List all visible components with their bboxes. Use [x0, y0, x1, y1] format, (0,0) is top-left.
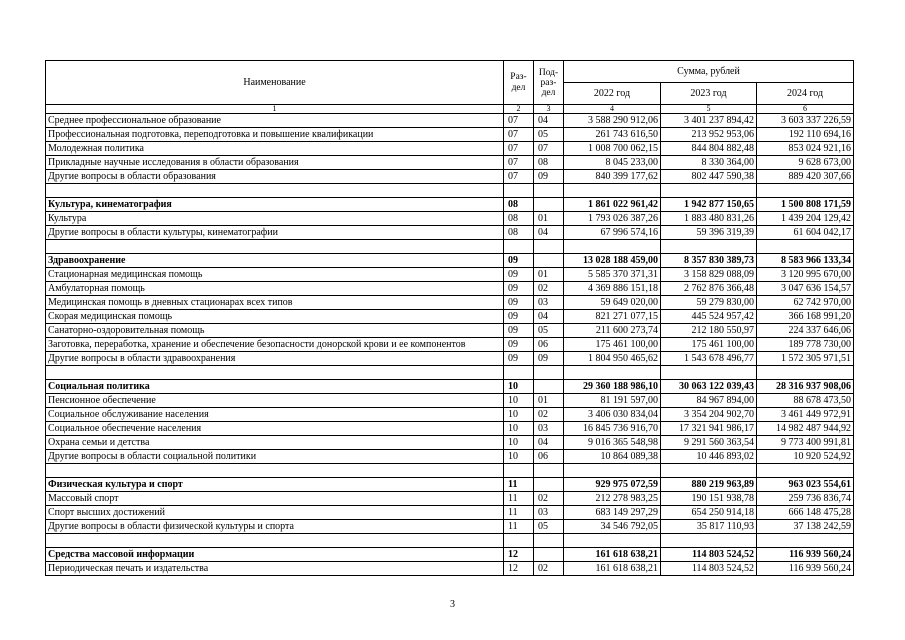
row-value-2023: 59 396 319,39 [661, 226, 757, 240]
row-value-2023: 17 321 941 986,17 [661, 422, 757, 436]
row-razdel: 07 [504, 128, 534, 142]
row-value-2023: 212 180 550,97 [661, 324, 757, 338]
row-value-2024: 37 138 242,59 [757, 520, 854, 534]
row-name: Другие вопросы в области здравоохранения [46, 352, 504, 366]
row-podrazdel: 05 [534, 324, 564, 338]
row-podrazdel: 03 [534, 422, 564, 436]
row-name: Другие вопросы в области культуры, кинематографии [46, 226, 504, 240]
row-value-2024: 963 023 554,61 [757, 478, 854, 492]
row-podrazdel: 04 [534, 114, 564, 128]
row-razdel: 10 [504, 394, 534, 408]
table-row [46, 310, 854, 324]
row-value-2024: 192 110 694,16 [757, 128, 854, 142]
row-value-2023: 3 158 829 088,09 [661, 268, 757, 282]
row-value-2024: 8 583 966 133,34 [757, 254, 854, 268]
row-value-2023: 9 291 560 363,54 [661, 436, 757, 450]
row-razdel: 09 [504, 296, 534, 310]
row-value-2024: 62 742 970,00 [757, 296, 854, 310]
row-podrazdel: 02 [534, 492, 564, 506]
row-value-2023: 84 967 894,00 [661, 394, 757, 408]
row-razdel: 08 [504, 212, 534, 226]
row-value-2022: 1 008 700 062,15 [564, 142, 661, 156]
row-razdel: 10 [504, 422, 534, 436]
table-row [46, 394, 854, 408]
row-podrazdel [534, 254, 564, 268]
empty-cell [564, 366, 661, 380]
row-value-2024: 10 920 524,92 [757, 450, 854, 464]
row-razdel: 07 [504, 142, 534, 156]
row-name: Физическая культура и спорт [46, 478, 504, 492]
header-year-2024: 2024 год [757, 83, 854, 105]
row-podrazdel: 01 [534, 394, 564, 408]
row-podrazdel: 06 [534, 338, 564, 352]
column-index: 3 [534, 105, 564, 114]
row-value-2024: 3 120 995 670,00 [757, 268, 854, 282]
column-index-row [46, 105, 854, 114]
row-name: Социальная политика [46, 380, 504, 394]
row-value-2023: 8 330 364,00 [661, 156, 757, 170]
empty-cell [564, 240, 661, 254]
row-value-2024: 28 316 937 908,06 [757, 380, 854, 394]
row-value-2022: 3 406 030 834,04 [564, 408, 661, 422]
row-podrazdel: 03 [534, 506, 564, 520]
table-row [46, 114, 854, 128]
column-index: 6 [757, 105, 854, 114]
blank-row [46, 464, 854, 478]
empty-cell [661, 366, 757, 380]
row-podrazdel: 02 [534, 562, 564, 576]
row-name: Прикладные научные исследования в области образования [46, 156, 504, 170]
row-razdel: 10 [504, 380, 534, 394]
row-value-2022: 29 360 188 986,10 [564, 380, 661, 394]
row-value-2024: 1 572 305 971,51 [757, 352, 854, 366]
blank-row [46, 534, 854, 548]
row-razdel: 11 [504, 478, 534, 492]
row-name: Периодическая печать и издательства [46, 562, 504, 576]
row-razdel: 10 [504, 436, 534, 450]
header-year-2023: 2023 год [661, 83, 757, 105]
table-row [46, 506, 854, 520]
row-podrazdel: 09 [534, 352, 564, 366]
row-value-2022: 175 461 100,00 [564, 338, 661, 352]
blank-row [46, 184, 854, 198]
empty-cell [46, 184, 504, 198]
row-value-2024: 3 461 449 972,91 [757, 408, 854, 422]
section-total-row [46, 548, 854, 562]
row-value-2023: 1 942 877 150,65 [661, 198, 757, 212]
row-name: Социальное обслуживание населения [46, 408, 504, 422]
table-row [46, 520, 854, 534]
empty-cell [661, 464, 757, 478]
table-row [46, 324, 854, 338]
section-total-row [46, 198, 854, 212]
table-row [46, 422, 854, 436]
empty-cell [757, 366, 854, 380]
row-value-2022: 1 804 950 465,62 [564, 352, 661, 366]
row-name: Санаторно-оздоровительная помощь [46, 324, 504, 338]
row-value-2022: 10 864 089,38 [564, 450, 661, 464]
row-podrazdel: 09 [534, 170, 564, 184]
row-razdel: 07 [504, 170, 534, 184]
row-value-2022: 81 191 597,00 [564, 394, 661, 408]
row-value-2022: 211 600 273,74 [564, 324, 661, 338]
row-value-2022: 5 585 370 371,31 [564, 268, 661, 282]
table-row [46, 282, 854, 296]
row-value-2022: 929 975 072,59 [564, 478, 661, 492]
row-name: Культура, кинематография [46, 198, 504, 212]
row-podrazdel: 01 [534, 212, 564, 226]
row-razdel: 08 [504, 226, 534, 240]
empty-cell [661, 184, 757, 198]
row-value-2022: 261 743 616,50 [564, 128, 661, 142]
column-index: 4 [564, 105, 661, 114]
blank-row [46, 366, 854, 380]
section-total-row [46, 254, 854, 268]
row-value-2024: 666 148 475,28 [757, 506, 854, 520]
table-row [46, 562, 854, 576]
row-podrazdel [534, 198, 564, 212]
empty-cell [534, 366, 564, 380]
row-value-2022: 683 149 297,29 [564, 506, 661, 520]
row-value-2022: 16 845 736 916,70 [564, 422, 661, 436]
row-value-2023: 445 524 957,42 [661, 310, 757, 324]
header-podrazdel: Под- раз- дел [534, 61, 564, 105]
page-number: 3 [450, 599, 455, 610]
row-value-2023: 59 279 830,00 [661, 296, 757, 310]
empty-cell [46, 366, 504, 380]
row-podrazdel [534, 380, 564, 394]
empty-cell [661, 534, 757, 548]
row-value-2024: 1 500 808 171,59 [757, 198, 854, 212]
row-razdel: 09 [504, 282, 534, 296]
row-name: Заготовка, переработка, хранение и обеспечение безопасности донорской крови и ее компонентов [46, 338, 504, 352]
row-value-2023: 114 803 524,52 [661, 562, 757, 576]
empty-cell [757, 240, 854, 254]
row-value-2023: 880 219 963,89 [661, 478, 757, 492]
budget-table [45, 60, 854, 576]
row-razdel: 09 [504, 324, 534, 338]
row-value-2024: 853 024 921,16 [757, 142, 854, 156]
row-razdel: 09 [504, 310, 534, 324]
row-value-2024: 61 604 042,17 [757, 226, 854, 240]
row-name: Амбулаторная помощь [46, 282, 504, 296]
row-value-2023: 35 817 110,93 [661, 520, 757, 534]
empty-cell [564, 534, 661, 548]
table-row [46, 352, 854, 366]
row-name: Пенсионное обеспечение [46, 394, 504, 408]
row-podrazdel: 08 [534, 156, 564, 170]
empty-cell [504, 366, 534, 380]
row-name: Медицинская помощь в дневных стационарах всех типов [46, 296, 504, 310]
empty-cell [757, 464, 854, 478]
row-podrazdel: 05 [534, 520, 564, 534]
row-value-2022: 59 649 020,00 [564, 296, 661, 310]
header-name: Наименование [46, 61, 504, 105]
row-razdel: 07 [504, 114, 534, 128]
column-index: 5 [661, 105, 757, 114]
row-value-2023: 190 151 938,78 [661, 492, 757, 506]
empty-cell [757, 184, 854, 198]
row-name: Здравоохранение [46, 254, 504, 268]
row-razdel: 08 [504, 198, 534, 212]
row-value-2022: 1 793 026 387,26 [564, 212, 661, 226]
row-value-2023: 175 461 100,00 [661, 338, 757, 352]
row-value-2022: 8 045 233,00 [564, 156, 661, 170]
row-razdel: 12 [504, 562, 534, 576]
row-value-2024: 3 603 337 226,59 [757, 114, 854, 128]
empty-cell [504, 464, 534, 478]
header-summa: Сумма, рублей [564, 61, 854, 83]
row-value-2023: 2 762 876 366,48 [661, 282, 757, 296]
row-podrazdel: 01 [534, 268, 564, 282]
column-index: 1 [46, 105, 504, 114]
row-value-2023: 213 952 953,06 [661, 128, 757, 142]
row-value-2023: 30 063 122 039,43 [661, 380, 757, 394]
row-name: Молодежная политика [46, 142, 504, 156]
row-value-2023: 844 804 882,48 [661, 142, 757, 156]
row-value-2022: 3 588 290 912,06 [564, 114, 661, 128]
table-row [46, 128, 854, 142]
row-value-2024: 116 939 560,24 [757, 548, 854, 562]
row-value-2022: 212 278 983,25 [564, 492, 661, 506]
row-value-2022: 4 369 886 151,18 [564, 282, 661, 296]
row-razdel: 07 [504, 156, 534, 170]
header-razdel: Раз- дел [504, 61, 534, 105]
row-name: Другие вопросы в области социальной политики [46, 450, 504, 464]
row-value-2023: 10 446 893,02 [661, 450, 757, 464]
table-row [46, 226, 854, 240]
empty-cell [534, 534, 564, 548]
table-body [46, 114, 854, 576]
empty-cell [564, 464, 661, 478]
row-value-2022: 34 546 792,05 [564, 520, 661, 534]
row-value-2023: 1 883 480 831,26 [661, 212, 757, 226]
row-name: Профессиональная подготовка, переподготовка и повышение квалификации [46, 128, 504, 142]
row-razdel: 11 [504, 520, 534, 534]
row-name: Скорая медицинская помощь [46, 310, 504, 324]
table-row [46, 450, 854, 464]
row-value-2022: 821 271 077,15 [564, 310, 661, 324]
empty-cell [504, 184, 534, 198]
table-row [46, 408, 854, 422]
row-value-2024: 3 047 636 154,57 [757, 282, 854, 296]
table-row [46, 296, 854, 310]
row-value-2022: 161 618 638,21 [564, 562, 661, 576]
row-razdel: 09 [504, 352, 534, 366]
empty-cell [534, 184, 564, 198]
empty-cell [46, 240, 504, 254]
table-row [46, 338, 854, 352]
row-name: Массовый спорт [46, 492, 504, 506]
row-podrazdel: 02 [534, 282, 564, 296]
empty-cell [661, 240, 757, 254]
blank-row [46, 240, 854, 254]
table-row [46, 436, 854, 450]
row-razdel: 10 [504, 408, 534, 422]
row-value-2024: 224 337 646,06 [757, 324, 854, 338]
row-razdel: 09 [504, 338, 534, 352]
row-value-2024: 889 420 307,66 [757, 170, 854, 184]
row-value-2024: 14 982 487 944,92 [757, 422, 854, 436]
row-podrazdel: 05 [534, 128, 564, 142]
empty-cell [46, 534, 504, 548]
row-value-2022: 67 996 574,16 [564, 226, 661, 240]
table-row [46, 268, 854, 282]
row-name: Культура [46, 212, 504, 226]
row-value-2024: 1 439 204 129,42 [757, 212, 854, 226]
row-value-2022: 840 399 177,62 [564, 170, 661, 184]
row-value-2022: 13 028 188 459,00 [564, 254, 661, 268]
row-podrazdel: 07 [534, 142, 564, 156]
table-row [46, 156, 854, 170]
row-name: Стационарная медицинская помощь [46, 268, 504, 282]
row-value-2023: 8 357 830 389,73 [661, 254, 757, 268]
row-razdel: 11 [504, 506, 534, 520]
row-razdel: 10 [504, 450, 534, 464]
row-value-2024: 366 168 991,20 [757, 310, 854, 324]
empty-cell [534, 464, 564, 478]
row-podrazdel [534, 478, 564, 492]
row-value-2023: 802 447 590,38 [661, 170, 757, 184]
row-value-2022: 1 861 022 961,42 [564, 198, 661, 212]
row-name: Другие вопросы в области образования [46, 170, 504, 184]
row-value-2024: 88 678 473,50 [757, 394, 854, 408]
row-value-2024: 116 939 560,24 [757, 562, 854, 576]
table-row [46, 492, 854, 506]
row-value-2023: 3 354 204 902,70 [661, 408, 757, 422]
row-value-2023: 1 543 678 496,77 [661, 352, 757, 366]
empty-cell [504, 240, 534, 254]
row-value-2023: 3 401 237 894,42 [661, 114, 757, 128]
row-razdel: 12 [504, 548, 534, 562]
row-name: Социальное обеспечение населения [46, 422, 504, 436]
row-podrazdel: 03 [534, 296, 564, 310]
row-podrazdel: 04 [534, 310, 564, 324]
table-row [46, 212, 854, 226]
section-total-row [46, 380, 854, 394]
row-name: Охрана семьи и детства [46, 436, 504, 450]
empty-cell [564, 184, 661, 198]
row-podrazdel [534, 548, 564, 562]
row-value-2024: 189 778 730,00 [757, 338, 854, 352]
row-podrazdel: 06 [534, 450, 564, 464]
row-razdel: 09 [504, 254, 534, 268]
row-name: Среднее профессиональное образование [46, 114, 504, 128]
empty-cell [534, 240, 564, 254]
row-podrazdel: 04 [534, 226, 564, 240]
row-razdel: 11 [504, 492, 534, 506]
row-razdel: 09 [504, 268, 534, 282]
column-index: 2 [504, 105, 534, 114]
row-value-2024: 259 736 836,74 [757, 492, 854, 506]
header-year-2022: 2022 год [564, 83, 661, 105]
row-value-2022: 161 618 638,21 [564, 548, 661, 562]
empty-cell [46, 464, 504, 478]
row-name: Средства массовой информации [46, 548, 504, 562]
empty-cell [504, 534, 534, 548]
table-row [46, 170, 854, 184]
row-podrazdel: 04 [534, 436, 564, 450]
row-value-2023: 654 250 914,18 [661, 506, 757, 520]
table-row [46, 142, 854, 156]
row-value-2023: 114 803 524,52 [661, 548, 757, 562]
row-value-2024: 9 773 400 991,81 [757, 436, 854, 450]
row-value-2024: 9 628 673,00 [757, 156, 854, 170]
empty-cell [757, 534, 854, 548]
section-total-row [46, 478, 854, 492]
row-podrazdel: 02 [534, 408, 564, 422]
row-name: Другие вопросы в области физической культуры и спорта [46, 520, 504, 534]
row-name: Спорт высших достижений [46, 506, 504, 520]
row-value-2022: 9 016 365 548,98 [564, 436, 661, 450]
